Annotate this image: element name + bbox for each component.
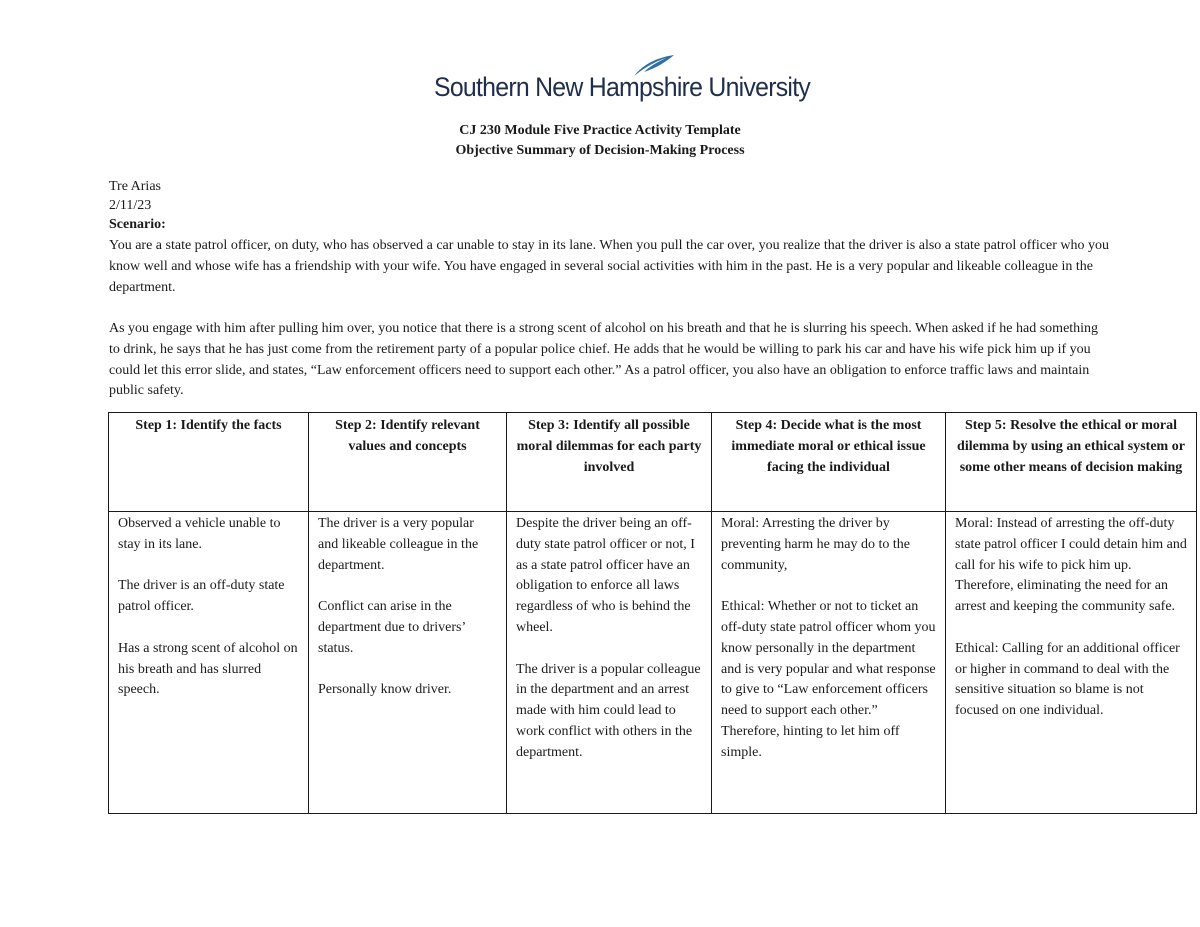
cell-paragraph: Conflict can arise in the department due to drivers’ status.: [318, 599, 466, 656]
document-titles: [0, 121, 1200, 161]
cell-paragraph: Personally know driver.: [318, 682, 452, 698]
table-row: [109, 512, 1197, 814]
scenario-label: Scenario:: [109, 217, 166, 232]
header-step-3: Step 3: Identify all possible moral dilemmas for each party involved: [507, 413, 712, 512]
university-name: Southern New Hampshire University: [434, 72, 811, 102]
cell-step-5: [946, 512, 1197, 814]
header-step-1: Step 1: Identify the facts: [109, 413, 309, 512]
cell-paragraph: Observed a vehicle unable to stay in its lane.: [118, 516, 281, 552]
cell-paragraph: Ethical: Calling for an additional officer or higher in command to deal with the sensitive situation so blame is not focused on one individual.: [955, 640, 1180, 719]
decision-steps-table: [108, 412, 1197, 814]
header-step-5: Step 5: Resolve the ethical or moral dilemma by using an ethical system or some other means of decision making: [946, 413, 1197, 512]
cell-paragraph: The driver is a very popular and likeable colleague in the department.: [318, 516, 479, 573]
author-name: Tre Arias: [109, 179, 161, 194]
cell-step-3: [507, 512, 712, 814]
university-logo: [434, 54, 811, 106]
cell-step-2: [309, 512, 507, 814]
cell-paragraph: Moral: Instead of arresting the off-duty state patrol officer I could detain him and call for his wife to pick him up. Therefore, eliminating the need for an arrest and keeping the community safe.: [955, 516, 1187, 615]
cell-paragraph: Despite the driver being an off-duty state patrol officer or not, I as a state patrol officer have an obligation to enforce all laws regardless of who is behind the wheel.: [516, 516, 695, 635]
scenario-paragraph: You are a state patrol officer, on duty, who has observed a car unable to stay in its lane. When you pull the car over, you realize that the driver is also a state patrol officer who you know well and whose wife has a friendship with your wife. You have engaged in several social activities with him in the past. He is a very popular and likeable colleague in the department.: [109, 238, 1109, 295]
document-subtitle: Objective Summary of Decision-Making Process: [455, 143, 745, 158]
cell-step-4: [712, 512, 946, 814]
cell-paragraph: Has a strong scent of alcohol on his breath and has slurred speech.: [118, 640, 298, 698]
document-meta: [109, 177, 1109, 234]
cell-paragraph: Ethical: Whether or not to ticket an off-duty state patrol officer whom you know personally in the department and is very popular and what response to give to “Law enforcement officers need to support each other.” Therefore, hinting to let him off simple.: [721, 599, 936, 760]
cell-step-1: [109, 512, 309, 814]
cell-paragraph: The driver is a popular colleague in the department and an arrest made with him could lead to work conflict with others in the department.: [516, 661, 701, 760]
cell-paragraph: The driver is an off-duty state patrol officer.: [118, 578, 285, 615]
header-step-4: Step 4: Decide what is the most immediate moral or ethical issue facing the individual: [712, 413, 946, 512]
table-header-row: [109, 413, 1197, 512]
document-date: 2/11/23: [109, 198, 152, 213]
document-title: CJ 230 Module Five Practice Activity Template: [459, 123, 741, 138]
header-step-2: Step 2: Identify relevant values and concepts: [309, 413, 507, 512]
cell-paragraph: Moral: Arresting the driver by preventing harm he may do to the community,: [721, 516, 910, 573]
scenario-paragraph: As you engage with him after pulling him over, you notice that there is a strong scent of alcohol on his breath and that he is slurring his speech. When asked if he had something to drink, he says that he has just come from the retirement party of a popular police chief. He adds that he would be willing to park his car and have his wife pick him up if you could let this error slide, and states, “Law enforcement officers need to support each other.” As a patrol officer, you also have an obligation to enforce traffic laws and maintain public safety.: [109, 321, 1099, 399]
